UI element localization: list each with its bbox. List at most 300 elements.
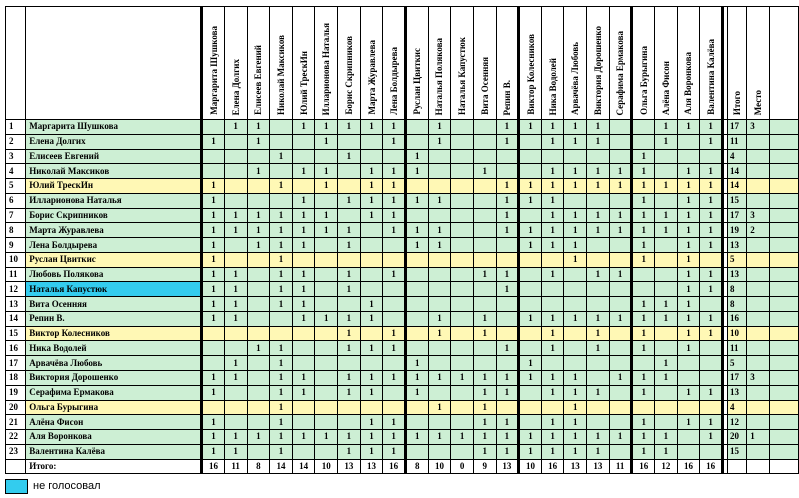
column-total: 13 (360, 459, 383, 474)
vote-cell: 1 (609, 267, 632, 282)
vote-cell: 1 (564, 444, 587, 459)
vote-cell: 1 (270, 208, 293, 223)
vote-cell: 1 (609, 223, 632, 238)
vote-cell: 1 (428, 371, 451, 386)
vote-cell: 1 (564, 164, 587, 179)
vote-cell: 1 (632, 371, 655, 386)
row-number: 10 (6, 252, 26, 267)
vote-cell: 1 (383, 120, 406, 135)
vote-cell: 1 (564, 415, 587, 430)
vote-cell (338, 179, 361, 194)
vote-cell (315, 385, 338, 400)
participant-name: Руслан Цвиткис (26, 252, 202, 267)
vote-cell (360, 356, 383, 371)
vote-cell: 1 (247, 208, 270, 223)
vote-cell: 1 (587, 134, 610, 149)
table-row (6, 444, 799, 459)
vote-cell: 1 (247, 223, 270, 238)
vote-cell (292, 326, 315, 341)
vote-cell (202, 164, 225, 179)
column-header (496, 7, 519, 120)
vote-cell: 1 (315, 223, 338, 238)
vote-cell: 1 (655, 444, 678, 459)
vote-cell (632, 356, 655, 371)
vote-cell: 1 (519, 311, 542, 326)
vote-cell (270, 311, 293, 326)
column-header-label: Ольга Бурыгина (638, 46, 649, 115)
vote-cell: 1 (405, 356, 428, 371)
table-row (6, 134, 799, 149)
row-total: 16 (728, 311, 747, 326)
vote-cell: 1 (564, 400, 587, 415)
vote-cell (383, 385, 406, 400)
column-header-label: Валентина Калёва (705, 39, 716, 115)
vote-cell: 1 (270, 267, 293, 282)
vote-cell (360, 223, 383, 238)
vote-cell: 1 (270, 282, 293, 297)
vote-cell: 1 (541, 223, 564, 238)
vote-cell: 1 (700, 282, 723, 297)
vote-cell: 1 (338, 385, 361, 400)
vote-cell: 1 (383, 223, 406, 238)
vote-cell: 1 (519, 371, 542, 386)
vote-cell: 1 (496, 415, 519, 430)
vote-cell: 1 (473, 311, 496, 326)
row-blank (770, 356, 799, 371)
vote-cell (564, 356, 587, 371)
row-total: 4 (728, 400, 747, 415)
vote-cell: 1 (632, 311, 655, 326)
column-total: 16 (632, 459, 655, 474)
vote-cell (451, 149, 474, 164)
vote-cell (224, 341, 247, 356)
vote-cell (564, 267, 587, 282)
column-header (383, 7, 406, 120)
vote-cell (224, 326, 247, 341)
vote-cell (292, 341, 315, 356)
vote-cell: 1 (473, 400, 496, 415)
vote-cell (428, 252, 451, 267)
vote-cell (655, 252, 678, 267)
vote-cell (270, 134, 293, 149)
vote-cell (496, 149, 519, 164)
vote-cell (564, 282, 587, 297)
vote-cell (609, 238, 632, 253)
vote-cell (405, 444, 428, 459)
column-header-total (728, 7, 747, 120)
vote-cell (655, 238, 678, 253)
vote-cell: 1 (700, 164, 723, 179)
vote-cell (383, 282, 406, 297)
vote-cell: 1 (677, 311, 700, 326)
column-header-label: Елисеев Евгений (253, 45, 264, 115)
vote-cell: 1 (564, 120, 587, 135)
vote-cell: 1 (632, 193, 655, 208)
row-total: 17 (728, 120, 747, 135)
vote-cell: 1 (360, 311, 383, 326)
column-header-label: Наталья Полякова (434, 37, 445, 115)
vote-cell (655, 193, 678, 208)
row-blank (770, 444, 799, 459)
row-total: 8 (728, 282, 747, 297)
vote-cell: 1 (428, 326, 451, 341)
vote-cell (292, 400, 315, 415)
vote-cell (292, 149, 315, 164)
vote-cell: 1 (338, 341, 361, 356)
vote-cell (655, 415, 678, 430)
vote-cell: 1 (202, 297, 225, 312)
table-row (6, 120, 799, 135)
vote-cell: 1 (496, 223, 519, 238)
table-row (6, 371, 799, 386)
vote-cell (405, 326, 428, 341)
vote-cell (632, 400, 655, 415)
vote-cell: 1 (360, 208, 383, 223)
row-number: 15 (6, 326, 26, 341)
vote-cell: 1 (292, 430, 315, 445)
vote-cell (360, 252, 383, 267)
column-header-label: Наталья Капустюк (457, 37, 468, 115)
column-total: 9 (473, 459, 496, 474)
vote-cell: 1 (541, 371, 564, 386)
column-header-label: Виктория Дорошенко (592, 25, 603, 115)
vote-cell (609, 193, 632, 208)
row-blank (770, 282, 799, 297)
participant-name: Виктория Дорошенко (26, 371, 202, 386)
row-total: 15 (728, 444, 747, 459)
vote-cell: 1 (655, 311, 678, 326)
vote-cell (677, 444, 700, 459)
vote-cell (405, 252, 428, 267)
vote-cell: 1 (270, 415, 293, 430)
vote-cell: 1 (541, 179, 564, 194)
row-number: 1 (6, 120, 26, 135)
vote-cell (224, 149, 247, 164)
vote-cell (428, 415, 451, 430)
vote-cell (247, 282, 270, 297)
row-place (747, 267, 770, 282)
vote-cell: 1 (383, 267, 406, 282)
vote-cell: 1 (270, 297, 293, 312)
vote-cell: 1 (632, 341, 655, 356)
row-total: 11 (728, 134, 747, 149)
vote-cell: 1 (587, 223, 610, 238)
row-blank (770, 179, 799, 194)
vote-cell (383, 238, 406, 253)
column-header (609, 7, 632, 120)
vote-cell: 1 (202, 238, 225, 253)
column-header-label: Илларионова Наталья (321, 22, 332, 115)
vote-cell (451, 134, 474, 149)
vote-cell (473, 297, 496, 312)
vote-cell: 1 (405, 223, 428, 238)
vote-cell (360, 267, 383, 282)
vote-cell (292, 356, 315, 371)
table-row (6, 385, 799, 400)
vote-cell: 1 (270, 341, 293, 356)
vote-cell: 1 (224, 223, 247, 238)
vote-cell: 1 (270, 400, 293, 415)
vote-cell (655, 149, 678, 164)
column-header (541, 7, 564, 120)
vote-cell (587, 400, 610, 415)
header-blank (770, 7, 799, 120)
header-row (6, 7, 799, 120)
vote-cell: 1 (655, 223, 678, 238)
vote-cell (473, 341, 496, 356)
vote-cell (541, 149, 564, 164)
vote-cell: 1 (224, 267, 247, 282)
vote-cell: 1 (655, 297, 678, 312)
vote-cell: 1 (632, 430, 655, 445)
vote-cell (315, 149, 338, 164)
vote-cell: 1 (292, 297, 315, 312)
vote-cell (247, 193, 270, 208)
column-header-label: Юлий ТрескИн (298, 51, 309, 115)
vote-cell (292, 179, 315, 194)
vote-cell: 1 (496, 120, 519, 135)
participant-name: Юлий ТрескИн (26, 179, 202, 194)
vote-cell (224, 164, 247, 179)
vote-cell: 1 (541, 415, 564, 430)
vote-cell: 1 (519, 444, 542, 459)
vote-cell: 1 (315, 208, 338, 223)
row-blank (770, 430, 799, 445)
vote-cell: 1 (315, 120, 338, 135)
vote-cell: 1 (632, 385, 655, 400)
vote-cell (383, 252, 406, 267)
vote-cell: 1 (496, 371, 519, 386)
vote-cell: 1 (496, 282, 519, 297)
vote-cell: 1 (519, 430, 542, 445)
vote-cell: 1 (677, 385, 700, 400)
vote-cell (405, 341, 428, 356)
row-blank (770, 252, 799, 267)
row-blank (770, 326, 799, 341)
vote-cell: 1 (428, 223, 451, 238)
vote-cell (473, 238, 496, 253)
column-total: 10 (315, 459, 338, 474)
vote-cell (655, 400, 678, 415)
row-total: 5 (728, 252, 747, 267)
row-number: 23 (6, 444, 26, 459)
row-total: 17 (728, 371, 747, 386)
vote-cell (270, 193, 293, 208)
row-total: 4 (728, 149, 747, 164)
vote-cell (519, 149, 542, 164)
vote-cell: 1 (360, 371, 383, 386)
table-row (6, 400, 799, 415)
column-header-label: Итого (732, 90, 743, 115)
vote-cell (292, 134, 315, 149)
vote-cell: 1 (541, 238, 564, 253)
column-total: 14 (270, 459, 293, 474)
row-total: 20 (728, 430, 747, 445)
row-place (747, 356, 770, 371)
vote-cell: 1 (270, 149, 293, 164)
vote-cell: 1 (202, 415, 225, 430)
vote-cell: 1 (700, 415, 723, 430)
vote-cell: 1 (247, 164, 270, 179)
vote-cell: 1 (496, 208, 519, 223)
vote-cell (360, 134, 383, 149)
vote-cell: 1 (315, 164, 338, 179)
column-header (451, 7, 474, 120)
vote-cell (700, 341, 723, 356)
row-total: 13 (728, 238, 747, 253)
vote-cell: 1 (519, 223, 542, 238)
vote-cell: 1 (315, 179, 338, 194)
vote-cell (609, 341, 632, 356)
vote-cell (519, 164, 542, 179)
vote-cell: 1 (202, 267, 225, 282)
row-place (747, 400, 770, 415)
column-total: 16 (383, 459, 406, 474)
vote-cell: 1 (700, 179, 723, 194)
vote-cell: 1 (202, 208, 225, 223)
vote-cell (519, 341, 542, 356)
vote-cell: 1 (609, 179, 632, 194)
vote-cell: 1 (360, 385, 383, 400)
vote-cell: 1 (677, 267, 700, 282)
vote-cell: 1 (677, 238, 700, 253)
vote-cell (315, 415, 338, 430)
vote-cell: 1 (632, 444, 655, 459)
vote-cell (338, 208, 361, 223)
vote-cell: 1 (224, 371, 247, 386)
column-total: 11 (609, 459, 632, 474)
vote-cell: 1 (587, 164, 610, 179)
participant-name: Ника Водолей (26, 341, 202, 356)
vote-cell (451, 164, 474, 179)
vote-cell (428, 149, 451, 164)
header-corner-name (26, 7, 202, 120)
column-header-label: Аля Воронкова (683, 52, 694, 115)
vote-cell: 1 (700, 385, 723, 400)
vote-cell (428, 208, 451, 223)
table-row (6, 193, 799, 208)
vote-cell: 1 (270, 179, 293, 194)
vote-cell: 1 (202, 430, 225, 445)
column-header-label: Арвачёва Любовь (570, 41, 581, 115)
vote-cell (383, 400, 406, 415)
row-number: 3 (6, 149, 26, 164)
column-header (202, 7, 225, 120)
vote-cell: 1 (587, 267, 610, 282)
vote-cell: 1 (247, 238, 270, 253)
vote-cell (496, 238, 519, 253)
row-total: 15 (728, 193, 747, 208)
vote-cell (541, 297, 564, 312)
vote-cell: 1 (451, 371, 474, 386)
vote-cell (473, 149, 496, 164)
vote-cell: 1 (292, 282, 315, 297)
vote-cell: 1 (519, 193, 542, 208)
vote-cell: 1 (564, 311, 587, 326)
vote-cell: 1 (405, 371, 428, 386)
vote-cell: 1 (564, 385, 587, 400)
table-body (6, 120, 799, 474)
vote-cell: 1 (700, 311, 723, 326)
vote-cell: 1 (541, 120, 564, 135)
vote-cell: 1 (451, 430, 474, 445)
vote-cell: 1 (270, 430, 293, 445)
vote-cell: 1 (405, 430, 428, 445)
row-place (747, 134, 770, 149)
participant-name: Наталья Капустюк (26, 282, 202, 297)
vote-cell: 1 (677, 179, 700, 194)
row-place (747, 444, 770, 459)
row-blank (770, 238, 799, 253)
vote-cell (451, 252, 474, 267)
column-header (428, 7, 451, 120)
vote-cell: 1 (655, 120, 678, 135)
row-blank (770, 134, 799, 149)
vote-cell: 1 (632, 252, 655, 267)
vote-cell (451, 415, 474, 430)
row-number: 16 (6, 341, 26, 356)
vote-cell (632, 282, 655, 297)
vote-cell: 1 (677, 252, 700, 267)
vote-cell: 1 (541, 134, 564, 149)
vote-cell (338, 252, 361, 267)
vote-cell (519, 267, 542, 282)
vote-cell: 1 (700, 134, 723, 149)
legend-label: не голосовал (33, 480, 101, 492)
vote-cell (564, 341, 587, 356)
participant-name: Елисеев Евгений (26, 149, 202, 164)
vote-cell: 1 (541, 208, 564, 223)
column-total: 16 (541, 459, 564, 474)
column-header (224, 7, 247, 120)
vote-cell: 1 (655, 208, 678, 223)
table-row (6, 208, 799, 223)
vote-cell: 1 (541, 444, 564, 459)
vote-cell: 1 (292, 385, 315, 400)
vote-cell: 1 (202, 223, 225, 238)
vote-cell: 1 (338, 149, 361, 164)
vote-cell: 1 (473, 267, 496, 282)
vote-cell: 1 (224, 208, 247, 223)
vote-cell (247, 400, 270, 415)
vote-cell (564, 326, 587, 341)
totals-blank (728, 459, 747, 474)
vote-cell (315, 238, 338, 253)
vote-cell: 1 (541, 311, 564, 326)
vote-cell (564, 149, 587, 164)
vote-cell: 1 (496, 444, 519, 459)
row-place (747, 311, 770, 326)
vote-cell: 1 (496, 267, 519, 282)
row-blank (770, 311, 799, 326)
vote-cell (700, 444, 723, 459)
column-header-label: Серафима Ермакова (615, 30, 626, 115)
vote-cell: 1 (677, 223, 700, 238)
vote-cell: 1 (473, 444, 496, 459)
column-header-label: Репин В. (501, 79, 512, 115)
vote-cell: 1 (632, 223, 655, 238)
vote-cell: 1 (677, 341, 700, 356)
participant-name: Серафима Ермакова (26, 385, 202, 400)
vote-cell (632, 120, 655, 135)
row-blank (770, 120, 799, 135)
vote-cell (473, 134, 496, 149)
vote-cell (473, 120, 496, 135)
vote-cell (473, 179, 496, 194)
column-header (473, 7, 496, 120)
row-place: 3 (747, 120, 770, 135)
totals-blank (770, 459, 799, 474)
